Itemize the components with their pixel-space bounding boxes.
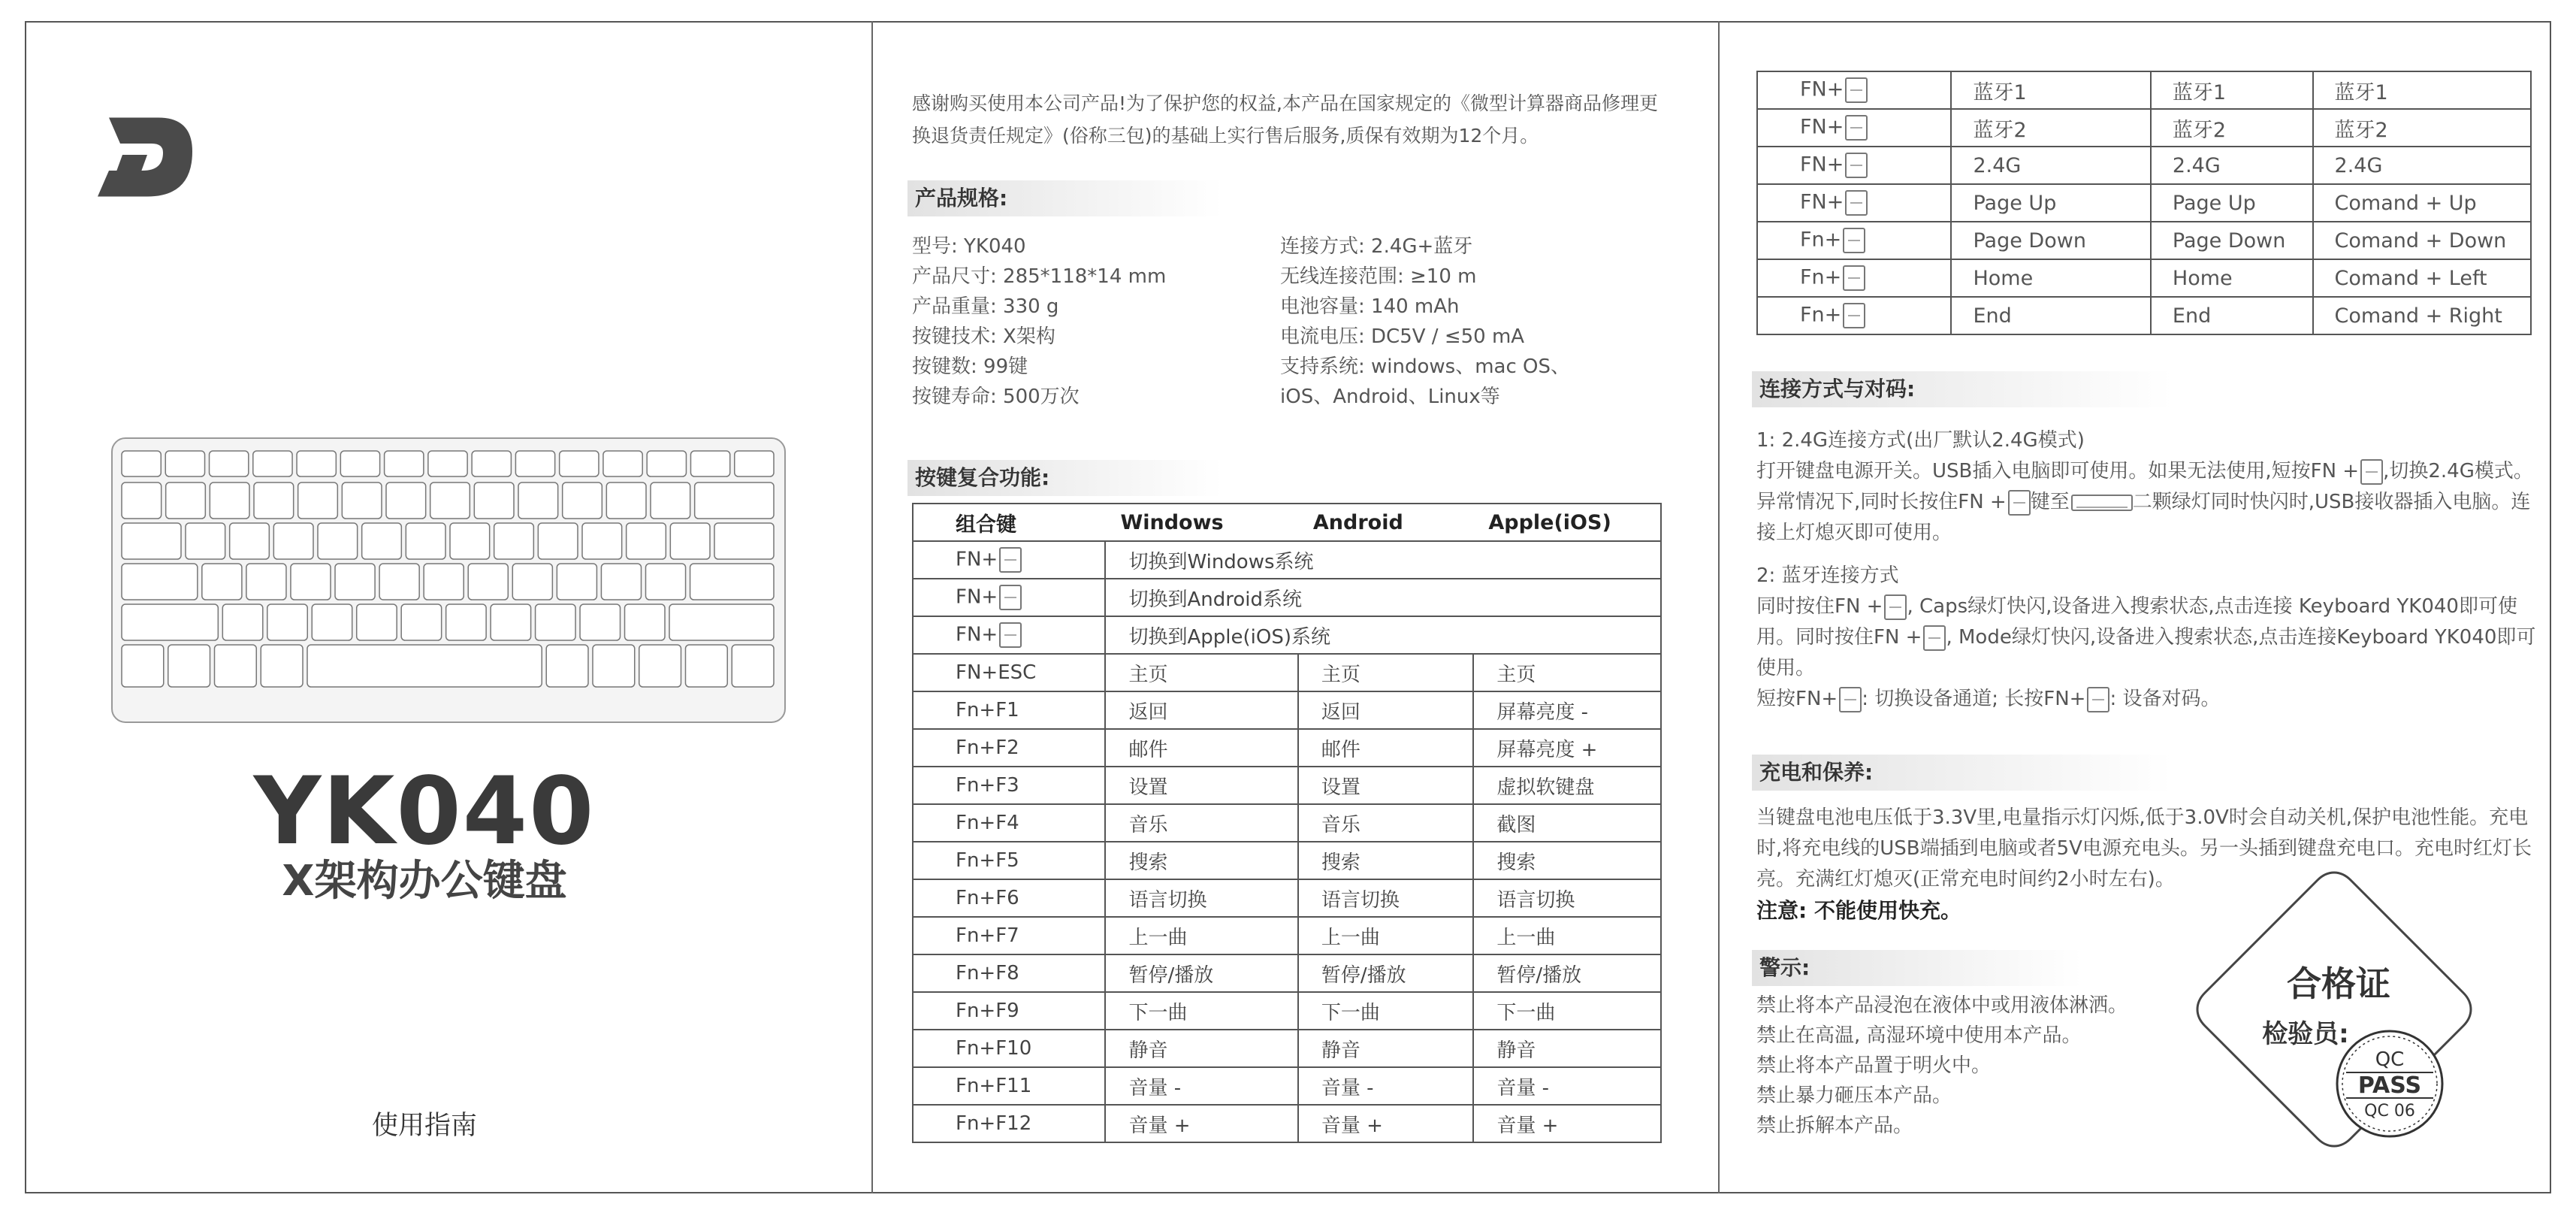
table-row [913,879,1661,917]
table-cell: 主页 [1105,654,1297,691]
spec-item: 连接方式: 2.4G+蓝牙 [1280,235,1473,258]
keyboard-key [340,451,379,476]
table-row [1757,259,2531,297]
keyboard-key [494,523,534,559]
header-cell: Apple(iOS) [1473,504,1661,541]
table-row [913,1105,1661,1142]
keyboard-key [246,564,286,600]
spec-item: 按键技术: X架构 [912,325,1055,348]
connect-bt-section [1756,561,2538,715]
keyboard-key [335,564,375,600]
table-row [913,691,1661,729]
switch-row [913,579,1661,616]
table-cell: 蓝牙1 [2151,71,2313,109]
key-icon [1843,303,1865,328]
key-icon [1845,153,1868,178]
keyboard-key [297,451,336,476]
warning-item: 禁止拆解本产品。 [1756,1115,1913,1137]
table-cell: 屏幕亮度 + [1473,729,1661,767]
key-icon [1884,594,1907,620]
table-cell: 屏幕亮度 - [1473,691,1661,729]
table-row [913,804,1661,842]
table-cell: 暂停/播放 [1473,954,1661,992]
table-cell: 邮件 [1298,729,1473,767]
keyboard-illustration [111,437,786,723]
table-row [913,654,1661,691]
connect-bt-short: 短按FN+ : 切换设备通道; 长按FN+ : 设备对码。 [1756,684,2538,715]
table-cell: 2.4G [2151,147,2313,184]
keyboard-key [601,564,641,600]
table-row [1757,147,2531,184]
keyboard-key [606,482,646,519]
switch-text-cell: 切换到Android系统 [1105,579,1661,616]
keyboard-key [210,482,249,519]
key-icon [999,585,1022,610]
table-cell: 虚拟软键盘 [1473,767,1661,804]
keyboard-key [430,482,470,519]
keyboard-key [186,523,225,559]
keyboard-key [312,604,352,640]
warning-item: 禁止将本产品浸泡在液体中或用液体淋洒。 [1756,994,2128,1017]
table-cell: Home [1951,259,2150,297]
table-cell: 设置 [1298,767,1473,804]
keyboard-key [645,564,685,600]
keyboard-key [307,645,542,687]
spec-item: 按键寿命: 500万次 [912,386,1080,408]
keyboard-key [690,564,774,600]
table-cell: 音量 + [1298,1105,1473,1142]
product-subtitle: X架构办公键盘 [282,857,567,906]
table-cell: 下一曲 [1105,992,1297,1030]
fn-key-cell: Fn+ [1757,222,1951,259]
keyboard-key [546,645,588,687]
table-cell: 截图 [1473,804,1661,842]
table-cell: Fn+F4 [913,804,1105,842]
model-name: YK040 [253,758,596,866]
table-row [913,992,1661,1030]
table-cell: 静音 [1105,1030,1297,1067]
connect-heading: 连接方式与对码: [1752,371,2173,407]
cover-panel [0,21,871,1193]
keyboard-key [385,451,424,476]
table-row [913,842,1661,879]
keyboard-key [401,604,441,640]
table-cell: 音量 + [1105,1105,1297,1142]
brand-logo [89,101,201,213]
switch-row [913,616,1661,654]
table-cell: Comand + Up [2313,184,2531,222]
fn-key-table [1756,71,2532,335]
keyboard-key [669,604,774,640]
specs-list [912,231,1693,412]
table-cell: 上一曲 [1105,917,1297,954]
table-row [1757,222,2531,259]
keyboard-key [428,451,467,476]
key-icon [1845,77,1868,103]
table-cell: Fn+F5 [913,842,1105,879]
key-icon [1923,625,1946,651]
spec-item: 电流电压: DC5V / ≤50 mA [1280,325,1525,348]
keyboard-key [122,604,218,640]
specs-panel [871,21,1705,1193]
combo-key-cell: FN+ [913,616,1105,654]
keyboard-key [563,482,602,519]
key-icon [1843,228,1865,253]
spacebar-icon [2071,495,2133,511]
connect-2g-text: 打开键盘电源开关。USB插入电脑即可使用。如果无法使用,短按FN + ,切换2.4G模式。异常情况下,同时长按住FN + 键至 二颗绿灯同时快闪时,USB接收器插入电脑。连接上灯熄灭即可使用。 [1756,460,2533,544]
table-cell: 暂停/播放 [1298,954,1473,992]
keyboard-key [450,523,490,559]
keyboard-key [318,523,358,559]
table-cell: Home [2151,259,2313,297]
keyboard-key [267,604,307,640]
table-cell: Fn+F9 [913,992,1105,1030]
keyboard-key [714,523,774,559]
keyboard-key [625,604,665,640]
table-cell: 下一曲 [1473,992,1661,1030]
spec-item: 支持系统: windows、mac OS、 [1280,355,1571,378]
table-cell: 主页 [1298,654,1473,691]
table-cell: FN+ESC [913,654,1105,691]
keyboard-key [627,523,666,559]
spec-item: iOS、Android、Linux等 [1280,386,1500,408]
table-cell: 下一曲 [1298,992,1473,1030]
qc-stamp-top: QC [2375,1048,2405,1071]
table-cell: 音量 - [1298,1067,1473,1105]
table-cell: Comand + Left [2313,259,2531,297]
key-icon [2360,459,2383,485]
key-icon [1845,190,1868,216]
table-cell: 蓝牙1 [2313,71,2531,109]
qc-certificate [2193,868,2475,1151]
table-cell: 上一曲 [1473,917,1661,954]
keyboard-key [215,645,257,687]
table-cell: 返回 [1298,691,1473,729]
keyboard-key [298,482,338,519]
keyboard-key [695,482,774,519]
key-icon [999,547,1022,573]
keyboard-key [122,523,181,559]
table-cell: 2.4G [2313,147,2531,184]
connection-panel [1718,21,2551,1193]
table-cell: Fn+F7 [913,917,1105,954]
table-row [1757,297,2531,334]
table-cell: 蓝牙1 [1951,71,2150,109]
keyboard-key [342,482,382,519]
table-cell: 音量 - [1105,1067,1297,1105]
keyboard-key [122,451,161,476]
table-cell: 搜索 [1473,842,1661,879]
keyboard-key [685,645,727,687]
keyboard-key [202,564,242,600]
keyboard-key [593,645,635,687]
table-header-row [913,504,1661,541]
key-icon [1845,115,1868,141]
table-cell: 搜索 [1298,842,1473,879]
table-cell: 静音 [1298,1030,1473,1067]
table-cell: 静音 [1473,1030,1661,1067]
spec-item: 产品尺寸: 285*118*14 mm [912,265,1167,288]
keyboard-key [424,564,464,600]
switch-row [913,541,1661,579]
fn-key-cell: FN+ [1757,71,1951,109]
keyboard-key [253,451,292,476]
keyboard-key [468,564,508,600]
spec-item: 无线连接范围: ≥10 m [1280,265,1477,288]
table-cell: 搜索 [1105,842,1297,879]
keyboard-key [122,645,164,687]
table-cell: 蓝牙2 [2313,109,2531,147]
table-row [913,1030,1661,1067]
keyboard-key [446,604,486,640]
key-icon [1843,265,1865,291]
table-cell: Fn+F6 [913,879,1105,917]
keyboard-key [515,451,554,476]
combo-key-cell: FN+ [913,579,1105,616]
keyboard-key [168,645,210,687]
qc-stamp-bottom: QC 06 [2364,1102,2415,1121]
table-row [913,954,1661,992]
keyboard-key [735,451,774,476]
table-row [1757,184,2531,222]
keyboard-key [122,564,198,600]
qc-inspector: 检验员: [2262,1019,2349,1049]
keyboard-key [230,523,270,559]
keyboard-key [166,482,206,519]
keyboard-key [538,523,578,559]
warning-item: 禁止将本产品置于明火中。 [1756,1054,1992,1077]
table-cell: 邮件 [1105,729,1297,767]
table-cell: Page Down [2151,222,2313,259]
keyboard-key [491,604,530,640]
specs-right [1280,231,1686,412]
table-cell: Fn+F2 [913,729,1105,767]
keyboard-key [647,451,686,476]
table-row [1757,71,2531,109]
table-cell: 音量 + [1473,1105,1661,1142]
keyboard-key [474,482,514,519]
table-cell: Comand + Right [2313,297,2531,334]
fn-key-cell: Fn+ [1757,259,1951,297]
table-cell: Fn+F10 [913,1030,1105,1067]
table-cell: Comand + Down [2313,222,2531,259]
warning-list [1756,991,2177,1141]
connect-bt-text: 同时按住FN + , Caps绿灯快闪,设备进入搜索状态,点击连接 Keyboard YK040即可使用。同时按住FN + , Mode绿灯快闪,设备进入搜索状态,点击连接Keyboard YK040即可使用。 [1756,595,2536,679]
table-cell: 音乐 [1105,804,1297,842]
fn-key-cell: FN+ [1757,147,1951,184]
table-cell: Fn+F3 [913,767,1105,804]
keyboard-key [560,451,599,476]
table-cell: 主页 [1473,654,1661,691]
table-cell: Fn+F12 [913,1105,1105,1142]
keyboard-key [603,451,642,476]
keyboard-key [406,523,445,559]
table-row [913,917,1661,954]
warning-item: 禁止在高温, 高湿环境中使用本产品。 [1756,1024,2082,1047]
keyboard-key [222,604,262,640]
table-cell: 语言切换 [1298,879,1473,917]
charge-note: 注意: 不能使用快充。 [1756,898,1961,923]
table-cell: 音量 - [1473,1067,1661,1105]
keyboard-key [670,523,710,559]
table-row [913,1067,1661,1105]
connect-2g-section [1756,425,2538,549]
table-cell: 设置 [1105,767,1297,804]
keyboard-key [165,451,204,476]
table-cell: End [1951,297,2150,334]
spec-item: 产品重量: 330 g [912,295,1059,318]
keyboard-key [261,645,303,687]
table-cell: 语言切换 [1473,879,1661,917]
key-icon [2008,490,2031,516]
keyboard-key [386,482,426,519]
switch-text-cell: 切换到Apple(iOS)系统 [1105,616,1661,654]
keyboard-key [210,451,249,476]
table-cell: Fn+F11 [913,1067,1105,1105]
table-cell: Page Up [1951,184,2150,222]
table-cell: Fn+F8 [913,954,1105,992]
section-title: 2: 蓝牙连接方式 [1756,564,1899,587]
qc-title: 合格证 [2287,963,2390,1004]
table-cell: Page Up [2151,184,2313,222]
section-title: 1: 2.4G连接方式(出厂默认2.4G模式) [1756,429,2085,452]
key-icon [1839,687,1862,712]
key-icon [999,622,1022,648]
keyboard-key [379,564,419,600]
table-cell: 蓝牙2 [1951,109,2150,147]
fn-key-cell: FN+ [1757,109,1951,147]
keyboard-key [536,604,575,640]
keyboard-key [254,482,294,519]
table-cell: 上一曲 [1298,917,1473,954]
combo-table [912,503,1662,1143]
keyboard-key [518,482,558,519]
keyboard-key [639,645,681,687]
table-row [913,767,1661,804]
keyboard-key [122,482,162,519]
spec-item: 按键数: 99键 [912,355,1028,378]
keyboard-key [651,482,690,519]
charge-text: 当键盘电池电压低于3.3V里,电量指示灯闪烁,低于3.0V时会自动关机,保护电池性能。充电时,将充电线的USB端插到电脑或者5V电源充电头。另一头插到键盘充电口。充电时红灯长亮。充满红灯熄灭(正常充电时间约2小时左右)。 [1756,806,2532,891]
keyboard-key [357,604,397,640]
table-cell: 语言切换 [1105,879,1297,917]
guide-label: 使用指南 [371,1111,477,1141]
switch-text-cell: 切换到Windows系统 [1105,541,1661,579]
table-cell: Fn+F1 [913,691,1105,729]
keyboard-key [512,564,552,600]
keyboard-key [291,564,331,600]
table-cell: 音乐 [1298,804,1473,842]
keyboard-key [690,451,729,476]
table-cell: End [2151,297,2313,334]
table-cell: 返回 [1105,691,1297,729]
header-cell: Android [1298,504,1473,541]
keyboard-key [557,564,596,600]
keyboard-key [582,523,622,559]
fn-key-cell: FN+ [1757,184,1951,222]
table-cell: 2.4G [1951,147,2150,184]
spec-item: 型号: YK040 [912,235,1026,258]
table-row [1757,109,2531,147]
warning-heading: 警示: [1752,950,2082,986]
charge-heading: 充电和保养: [1752,755,2173,791]
keyboard-key [732,645,774,687]
specs-heading: 产品规格: [907,180,1223,216]
warning-item: 禁止暴力砸压本产品。 [1756,1084,1952,1107]
table-cell: 暂停/播放 [1105,954,1297,992]
keyboard-key [472,451,511,476]
combo-heading: 按键复合功能: [907,460,1223,496]
keyboard-key [580,604,620,640]
specs-left [912,231,1280,412]
header-cell: Windows [1105,504,1297,541]
table-cell: 蓝牙2 [2151,109,2313,147]
key-icon [2087,687,2109,712]
qc-stamp-pass: PASS [2357,1072,2422,1099]
table-row [913,729,1661,767]
keyboard-key [362,523,402,559]
fn-key-cell: Fn+ [1757,297,1951,334]
intro-text: 感谢购买使用本公司产品!为了保护您的权益,本产品在国家规定的《微型计算器商品修理更换退货责任规定》(俗称三包)的基础上实行售后服务,质保有效期为12个月。 [912,92,1658,147]
spec-item: 电池容量: 140 mAh [1280,295,1460,318]
keyboard-key [273,523,313,559]
table-cell: Page Down [1951,222,2150,259]
combo-key-cell: FN+ [913,541,1105,579]
header-cell: 组合键 [913,504,1105,541]
